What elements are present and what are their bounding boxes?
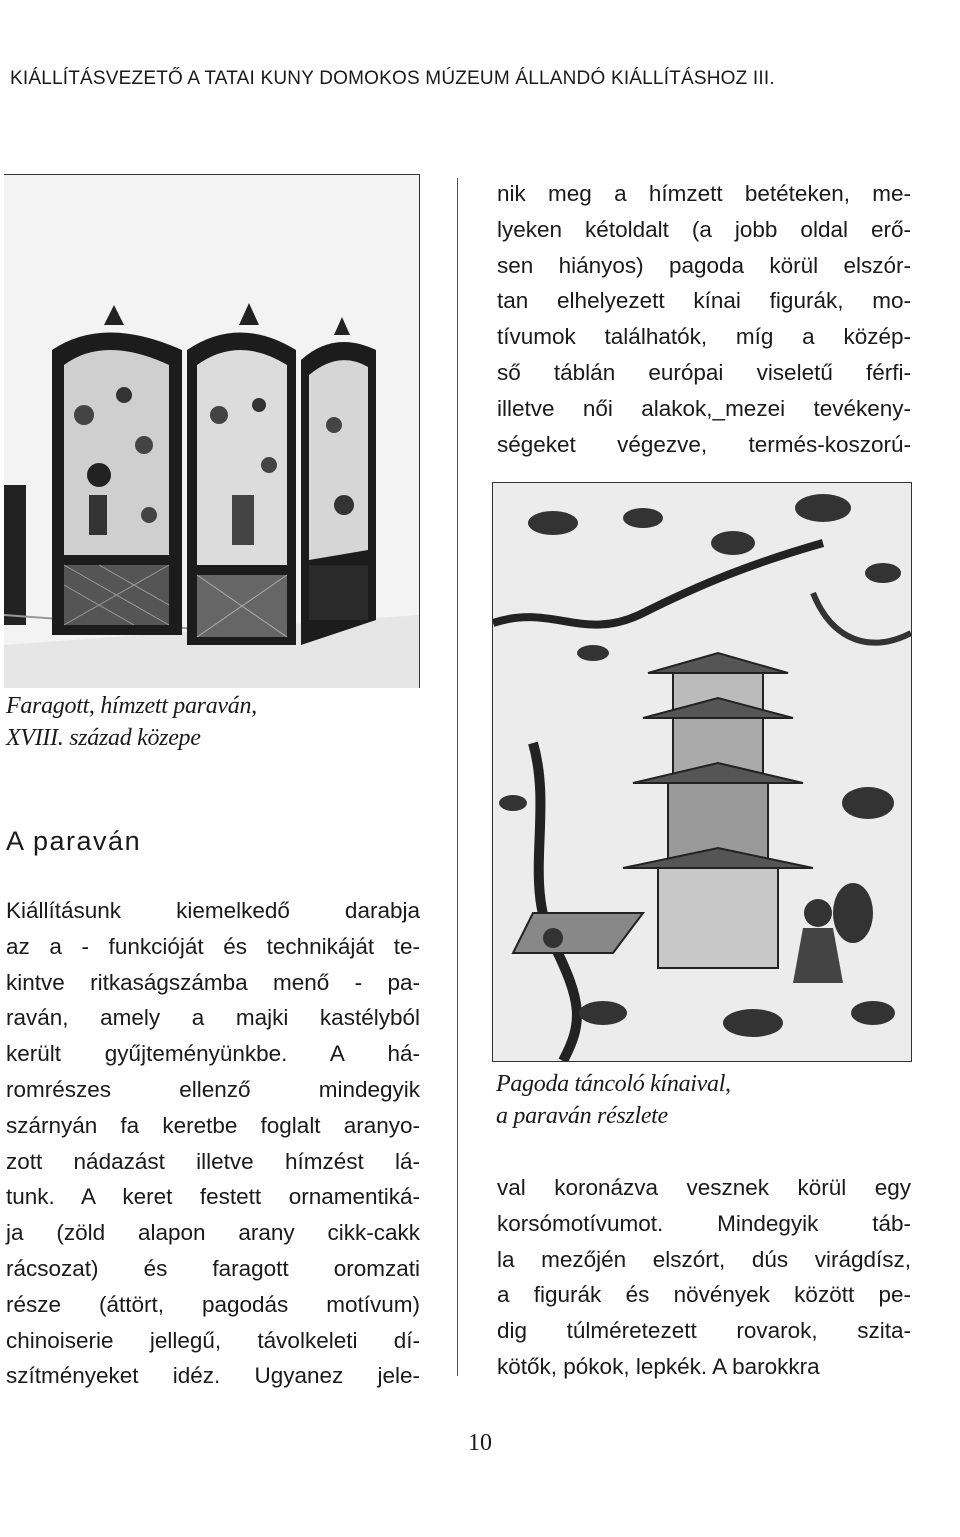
text-line: rácsozat) és faragott oromzati bbox=[6, 1255, 420, 1281]
text-line: Kiállításunk kiemelkedő darabja bbox=[6, 898, 420, 923]
text-line: része (áttört, pagodás motívum) bbox=[6, 1291, 420, 1317]
text-line: kötők, pókok, lepkék. A barokkra bbox=[497, 1353, 820, 1379]
text-line: sen hiányos) pagoda körül elszór- bbox=[497, 252, 911, 278]
running-head: KIÁLLÍTÁSVEZETŐ A TATAI KUNY DOMOKOS MÚZEUM ÁLLANDÓ KIÁLLÍTÁSHOZ III. bbox=[10, 68, 775, 89]
text-line: az a - funkcióját és technikáját te- bbox=[6, 933, 420, 959]
text-line: dig túlméretezett rovarok, szita- bbox=[497, 1318, 911, 1344]
caption-line: Pagoda táncoló kínaival, bbox=[496, 1071, 731, 1097]
pagoda-detail-photo bbox=[492, 482, 912, 1062]
caption-line: Faragott, hímzett paraván, bbox=[6, 693, 257, 719]
text-line: tunk. A keret festett ornamentiká- bbox=[6, 1184, 420, 1210]
text-line: ső táblán európai viseletű férfi- bbox=[497, 359, 911, 385]
text-line: korsómotívumot. Mindegyik táb- bbox=[497, 1210, 911, 1236]
text-line: szárnyán fa keretbe foglalt aranyo- bbox=[6, 1112, 420, 1138]
text-line: kintve ritkaságszámba menő - pa- bbox=[6, 969, 420, 995]
column-divider bbox=[457, 178, 458, 1376]
text-line: illetve női alakok,_mezei tevékeny- bbox=[497, 395, 911, 421]
text-line: szítményeket idéz. Ugyanez jele- bbox=[6, 1363, 420, 1389]
text-line: a figurák és növények között pe- bbox=[497, 1282, 911, 1308]
body-text-column-1 bbox=[6, 893, 420, 1394]
folding-screen-photo bbox=[4, 174, 420, 688]
figure-caption bbox=[6, 690, 406, 754]
text-line: val koronázva vesznek körül egy bbox=[497, 1175, 911, 1200]
section-title: A paraván bbox=[6, 826, 142, 856]
text-line: raván, amely a majki kastélyból bbox=[6, 1005, 420, 1031]
text-line: romrészes ellenző mindegyik bbox=[6, 1076, 420, 1102]
body-text-column-2-bottom bbox=[497, 1170, 911, 1385]
text-line: zott nádazást illetve hímzést lá- bbox=[6, 1148, 420, 1174]
text-line: tívumok találhatók, míg a közép- bbox=[497, 324, 911, 350]
caption-line: a paraván részlete bbox=[496, 1103, 668, 1129]
figure-caption bbox=[496, 1068, 916, 1132]
page-number: 10 bbox=[468, 1430, 492, 1456]
text-line: került gyűjteményünkbe. A há- bbox=[6, 1041, 420, 1067]
text-line: chinoiserie jellegű, távolkeleti dí- bbox=[6, 1327, 420, 1353]
body-text-column-2-top bbox=[497, 176, 911, 462]
text-line: la mezőjén elszórt, dús virágdísz, bbox=[497, 1246, 911, 1272]
text-line: nik meg a hímzett betéteken, me- bbox=[497, 181, 911, 206]
text-line: lyeken kétoldalt (a jobb oldal erő- bbox=[497, 216, 911, 242]
text-line: ségeket végezve, termés-koszorú- bbox=[497, 431, 911, 457]
text-line: ja (zöld alapon arany cikk-cakk bbox=[6, 1220, 420, 1246]
text-line: tan elhelyezett kínai figurák, mo- bbox=[497, 288, 911, 314]
caption-line: XVIII. század közepe bbox=[6, 725, 201, 751]
